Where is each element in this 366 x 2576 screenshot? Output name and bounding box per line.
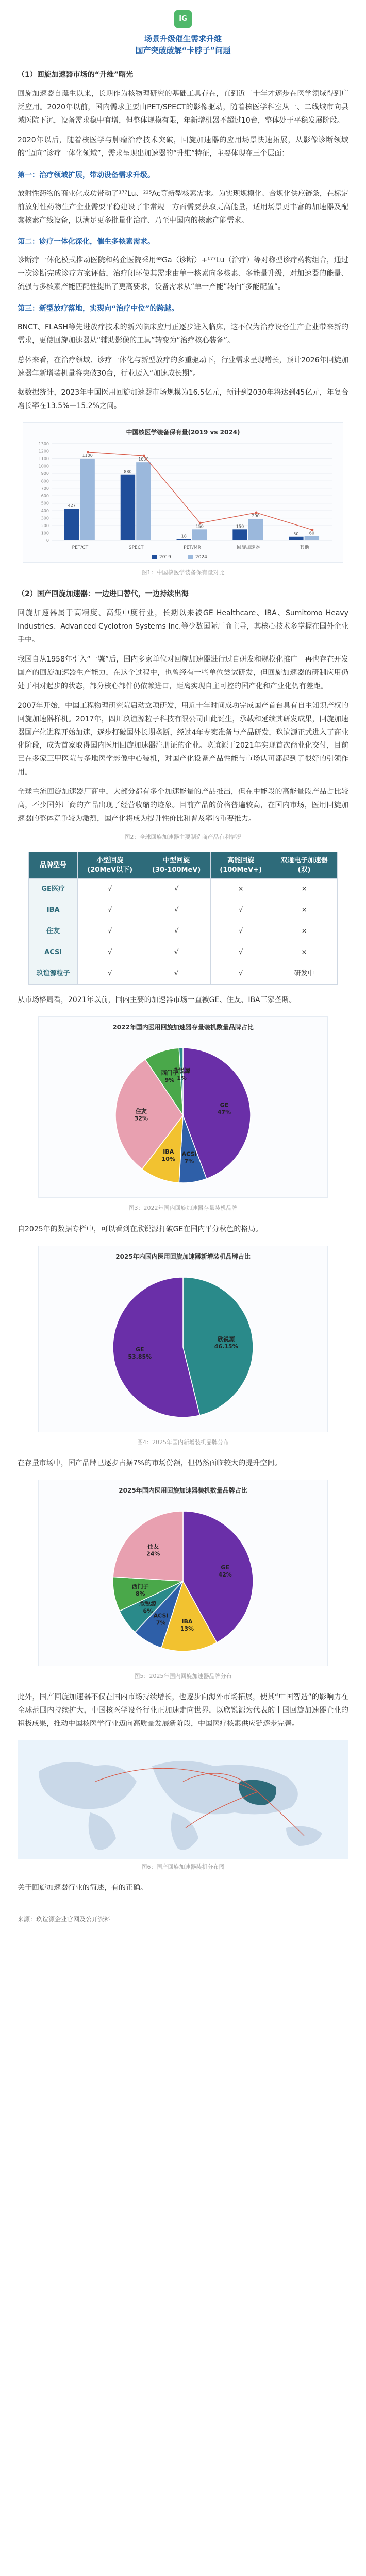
table-cell: √ [78,942,142,963]
table-row [29,879,338,900]
paragraph: 在存量市场中，国产品牌已逐步占据7%的市场份额，但仍然面临较大的提升空间。 [18,1459,282,1467]
table-header-row [29,852,338,879]
table-cell: √ [142,921,211,942]
table-cell: × [271,879,338,900]
slice-value: 6% [143,1607,153,1615]
x-tick-label: 其他 [300,545,309,551]
legend-swatch [152,555,157,559]
table-cell: × [271,900,338,921]
y-tick-label: 900 [41,471,49,477]
continent-shape [286,1826,322,1846]
pie-chart-2 [39,1246,327,1432]
data-label: 150 [236,524,244,529]
slice-label: GE [220,1101,229,1109]
trend-point [87,451,89,454]
table-header-cell: 小型回旋 (20MeV以下) [78,852,142,879]
data-label: 50 [293,531,299,536]
bar [64,509,79,540]
legend-label: 2019 [159,555,171,561]
slice-value: 8% [135,1590,145,1597]
bar [192,530,207,541]
paragraph: 放射性药物的商业化成功带动了¹⁷⁷Lu、²²⁵Ac等新型核素需求。为实现规模化、合规化供应链条，在标定前放射性药物生产企业需要平稳建设了非常规一方面需要获取更高能量，适用场景更丰富的加速器及配套核素产线设备，以满足更多批量化治疗、乃至中国内的核素产能需求。 [18,189,348,225]
paragraph: 我国自从1958年引入“一號”后，国内多家单位对回旋加速器进行过自研发和规模化推广。再也存在开发国产的回旋加速器生产能力，在这个过程中，也曾经有一些单位尝试研发，但回旋加速器的研制应用仍处于相对起步的状态，部分核心部件仍依赖进口，距离实现自主可控的国产化和产业化仍有差距。 [18,655,348,690]
table-header-cell: 双通电子加速器 (双) [271,852,338,879]
figure-caption: 图4：2025年国内新增装机品牌分布 [137,1438,229,1446]
y-tick-label: 100 [41,531,49,536]
paragraph: 从市场格局看，2021年以前，国内主要的加速器市场一直被GE、住友、IBA三家垄断。 [18,996,296,1005]
bar-chart [23,423,343,562]
y-tick-label: 1300 [38,442,49,447]
x-tick-label: 回旋加速器 [237,545,260,551]
x-tick-label: PET/CT [72,545,89,551]
y-tick-label: 700 [41,486,49,491]
data-label: 18 [181,534,187,539]
figure-caption: 图3：2022年国内回旋加速器存量装机品牌 [128,1205,238,1212]
continent-shape [171,1812,198,1850]
paragraph: 2007年开始，中国工程物理研究院启动立项研发，用近十年时间成功完成国产首台具有自主知识产权的回旋加速器样机。2017年，四川玖谊源粒子科技有限公司由此诞生，承载和延续其研发成果，回旋加速器国产化进程开始加速，逐步打破国外长期垄断，经过4年专案准备与产品研发，玖谊源正式进入了商业化阶段，成为首家取得国内医用回旋加速器注册证的企业。玖谊源于2021年实现首次商业化交付，目前已在多家三甲医院与多地医学影像中心装机，对国产化设备产品性能与市场认可都起到了很好的引领作用。 [18,701,348,777]
table-cell: √ [211,942,271,963]
slice-label: ACSI [153,1612,169,1619]
slice-value: 47% [217,1109,231,1116]
article-body [0,69,366,1895]
y-tick-label: 600 [41,494,49,499]
paragraph: 回旋加速器自诞生以来，长期作为核物理研究的基础工具存在，直到近二十年才逐步在医学领域得到广泛应用。2020年以前，国内需求主要由PET/SPECT的影像驱动，随着核医学科室从一、二线城市向县域医院下沉，设备需求稳中有增，但整体规模有限，年新增机器不超过10台，整体处于平稳发展阶段。 [18,90,348,125]
table-cell: √ [78,963,142,985]
slice-label: ACSI [181,1150,197,1158]
paragraph: 总体来看，在治疗领域、诊疗一体化与新型放疗的多重驱动下，行业需求呈现增长，预计2026年回旋加速器年新增装机量将突破30台，行业迈入“加速成长期”。 [18,355,348,378]
y-tick-label: 200 [41,523,49,529]
paragraph: 全球主流回旋加速器厂商中，大部分都有多个加速能量的产品推出，但在中能段的高能量段产品占比较高，不少国外厂商的产品出现了经营收缩的迹象。目前产品的价格普遍较高，在国内市场，医用回旋加速器的整体竞争较为激烈，国产化将成为提升性价比和普及率的重要推力。 [18,788,348,823]
brand-capability-table [28,852,338,985]
slice-label: IBA [181,1618,193,1625]
chart-title: 中国核医学装备保有量(2019 vs 2024) [126,429,240,436]
x-tick-label: SPECT [128,545,144,551]
table-cell: 住友 [29,921,78,942]
slice-value: 42% [218,1571,232,1578]
bar [305,536,319,541]
table-row [29,900,338,921]
trend-point [143,455,145,457]
paragraph: 此外，国产回旋加速器不仅在国内市场持续增长，也逐步向海外市场拓展，使其“中国智造”的影响力在全球范围内持续扩大，中国核医学设备行业正加速走向世界，以欣锐源为代表的中国回旋加速器企业的积极成果，推动中国核医学行业迈向高质量发展新阶段，中国医疗核素供应链逐步完善。 [18,1693,348,1728]
chart-title: 2025年国内医用回旋加速器装机数量品牌占比 [119,1486,247,1494]
table-cell: 玖谊源粒子 [29,963,78,985]
sub-heading: 第二：诊疗一体化深化，催生多核素需求。 [18,238,155,246]
pie-chart-figure [38,1016,328,1198]
slice-value: 7% [184,1158,194,1165]
slice-label: 西门子 [161,1070,178,1077]
table-cell: √ [142,879,211,900]
bar [80,459,94,540]
table-header-cell: 中型回旋 (30-100MeV) [142,852,211,879]
pie-chart-1 [39,1017,327,1197]
table-cell: √ [142,942,211,963]
chart-title: 2025年内国内医用回旋加速器新增装机品牌占比 [115,1252,251,1260]
table-cell: √ [211,963,271,985]
title-line-2: 国产突破破解“卡脖子”问题 [135,46,231,56]
world-map-figure [18,1740,348,1859]
bar-chart-figure [23,422,343,563]
table-cell: GE医疗 [29,879,78,900]
bar [248,519,263,540]
section-1-heading: （1）回旋加速器市场的“升维”曙光 [18,70,134,79]
slice-value: 9% [164,1077,175,1084]
slice-value: 46.15% [214,1343,238,1350]
slice-label: GE [221,1564,229,1571]
slice-label: 欣锐源 [218,1335,235,1343]
paragraph: 关于回旋加速器行业的简述，有的正确。 [18,1884,147,1892]
table-cell: √ [211,900,271,921]
bar [289,537,303,540]
x-tick-label: PET/MR [184,545,201,551]
table-cell: √ [78,900,142,921]
figure-caption: 图6：国产回旋加速器装机分布图 [141,1863,225,1870]
table-row [29,921,338,942]
bar [232,530,247,541]
data-label: 1050 [138,457,149,462]
table-cell: × [271,942,338,963]
y-tick-label: 1000 [38,464,49,469]
table-header-cell: 高能回旋 (100MeV+) [211,852,271,879]
trend-point [255,512,258,514]
table-body [29,879,338,985]
paragraph: 诊断疗一体化模式推动医院和药企医院采用⁶⁸Ga（诊断）+¹⁷⁷Lu（治疗）等对称型诊疗药物组合，通过一次诊断完成诊疗方案评估，治疗闭环使其需求由单一核素向多核素、多能量升级，对加速器的能量、流强与多核素产能匹配性提出了更高要求，设备需求从“单一产能”转向“多能配置”。 [18,256,348,292]
slice-label: 住友 [147,1543,159,1550]
data-label: 427 [68,503,76,509]
paragraph: 2020年以后，随着核医学与肿瘤治疗技术突破，回旋加速器的应用场景快速拓展，从影像诊断领域的“迈向”诊疗一体化领域”，需求呈现出加速器的“升维”特征，主要体现在三个层面： [18,136,348,158]
table-cell: 研发中 [271,963,338,985]
trend-point [311,529,313,531]
slice-label: 住友 [135,1108,147,1115]
data-label: 880 [124,469,132,474]
slice-label: GE [136,1346,144,1353]
legend-swatch [188,555,193,559]
slice-value: 32% [134,1115,148,1122]
bar [136,462,151,540]
logo-badge: IG [174,10,192,28]
section-2-heading: （2）国产回旋加速器：一边进口替代，一边持续出海 [18,589,189,598]
slice-label: 欣锐源 [139,1600,157,1607]
slice-value: 1% [177,1075,187,1082]
continent-shape [89,1812,116,1850]
y-tick-label: 300 [41,516,49,521]
sub-heading: 第三：新型放疗落地，实现向“治疗中位”的跨越。 [18,304,179,313]
pie-chart-figure [38,1480,328,1666]
table-cell: IBA [29,900,78,921]
slice-label: IBA [163,1148,174,1156]
slice-value: 7% [156,1619,166,1626]
title-line-1: 场景升级催生需求升维 [144,34,222,43]
pie-chart-figure [38,1246,328,1432]
table-cell: ACSI [29,942,78,963]
table-cell: √ [142,963,211,985]
slice-value: 13% [180,1625,194,1632]
table-cell: √ [78,921,142,942]
data-label: 150 [195,524,204,529]
data-label: 290 [252,514,260,519]
y-tick-label: 0 [46,538,49,544]
footer-source: 来源：玖谊源企业官网及公开资料 [18,1916,111,1923]
bar [177,539,191,541]
figure-caption: 图1：中国核医学装备保有量对比 [141,569,225,577]
y-tick-label: 400 [41,509,49,514]
sub-heading: 第一：治疗领域扩展，带动设备需求升级。 [18,171,155,179]
chart-title: 2022年国内医用回旋加速器存量装机数量品牌占比 [112,1024,254,1031]
figure-caption: 图5：2025年国内回旋加速器品牌分布 [134,1672,232,1680]
slice-value: 24% [146,1550,160,1557]
trend-point [199,522,202,524]
table-cell: √ [211,921,271,942]
slice-value: 10% [161,1156,175,1163]
legend-label: 2024 [195,555,207,561]
table-cell: √ [142,900,211,921]
y-tick-label: 1200 [38,449,49,454]
figure-caption: 图2：全球回旋加速器主要制造商产品有利情况 [124,833,242,840]
data-label: 1100 [82,453,93,459]
paragraph: 回旋加速器属于高精度、高集中度行业，长期以来被GE Healthcare、IBA、Sumitomo Heavy Industries、Advanced Cyclotron Systems Inc.等少数国际厂商主导，其核心技术多掌握在国外企业手中。 [18,609,348,645]
pie-chart-3 [39,1480,327,1666]
slice-value: 53.85% [128,1353,152,1360]
y-tick-label: 1100 [38,456,49,462]
table-row [29,942,338,963]
paragraph: 自2025年的数据专栏中，可以看到在欣锐源打破GE在国内平分秋色的格局。 [18,1225,263,1233]
article-title [0,33,366,57]
paragraph: 据数据统计，2023年中国医用回旋加速器市场规模为16.5亿元，预计到2030年将达到45亿元，年复合增长率在13.5%—15.2%之间。 [18,388,348,411]
y-tick-label: 800 [41,479,49,484]
slice-label: 西门子 [131,1583,149,1590]
paragraph: BNCT、FLASH等先进放疗技术的新兴临床应用正逐步进入临床，这不仅为治疗设备生产企业带来新的需求，更使回旋加速器从“辅助影像的工具”转变为“治疗核心装备”。 [18,323,348,345]
table-row [29,963,338,985]
header-bar [0,0,366,28]
table-header-cell: 品牌型号 [29,852,78,879]
bar [121,475,135,540]
continent-shape [39,1762,137,1809]
world-map [18,1740,348,1859]
slice-label: 欣锐源 [173,1067,191,1075]
table-cell: √ [78,879,142,900]
y-tick-label: 500 [41,501,49,506]
table-cell: × [271,921,338,942]
table-cell: × [211,879,271,900]
data-label: 60 [309,531,314,536]
